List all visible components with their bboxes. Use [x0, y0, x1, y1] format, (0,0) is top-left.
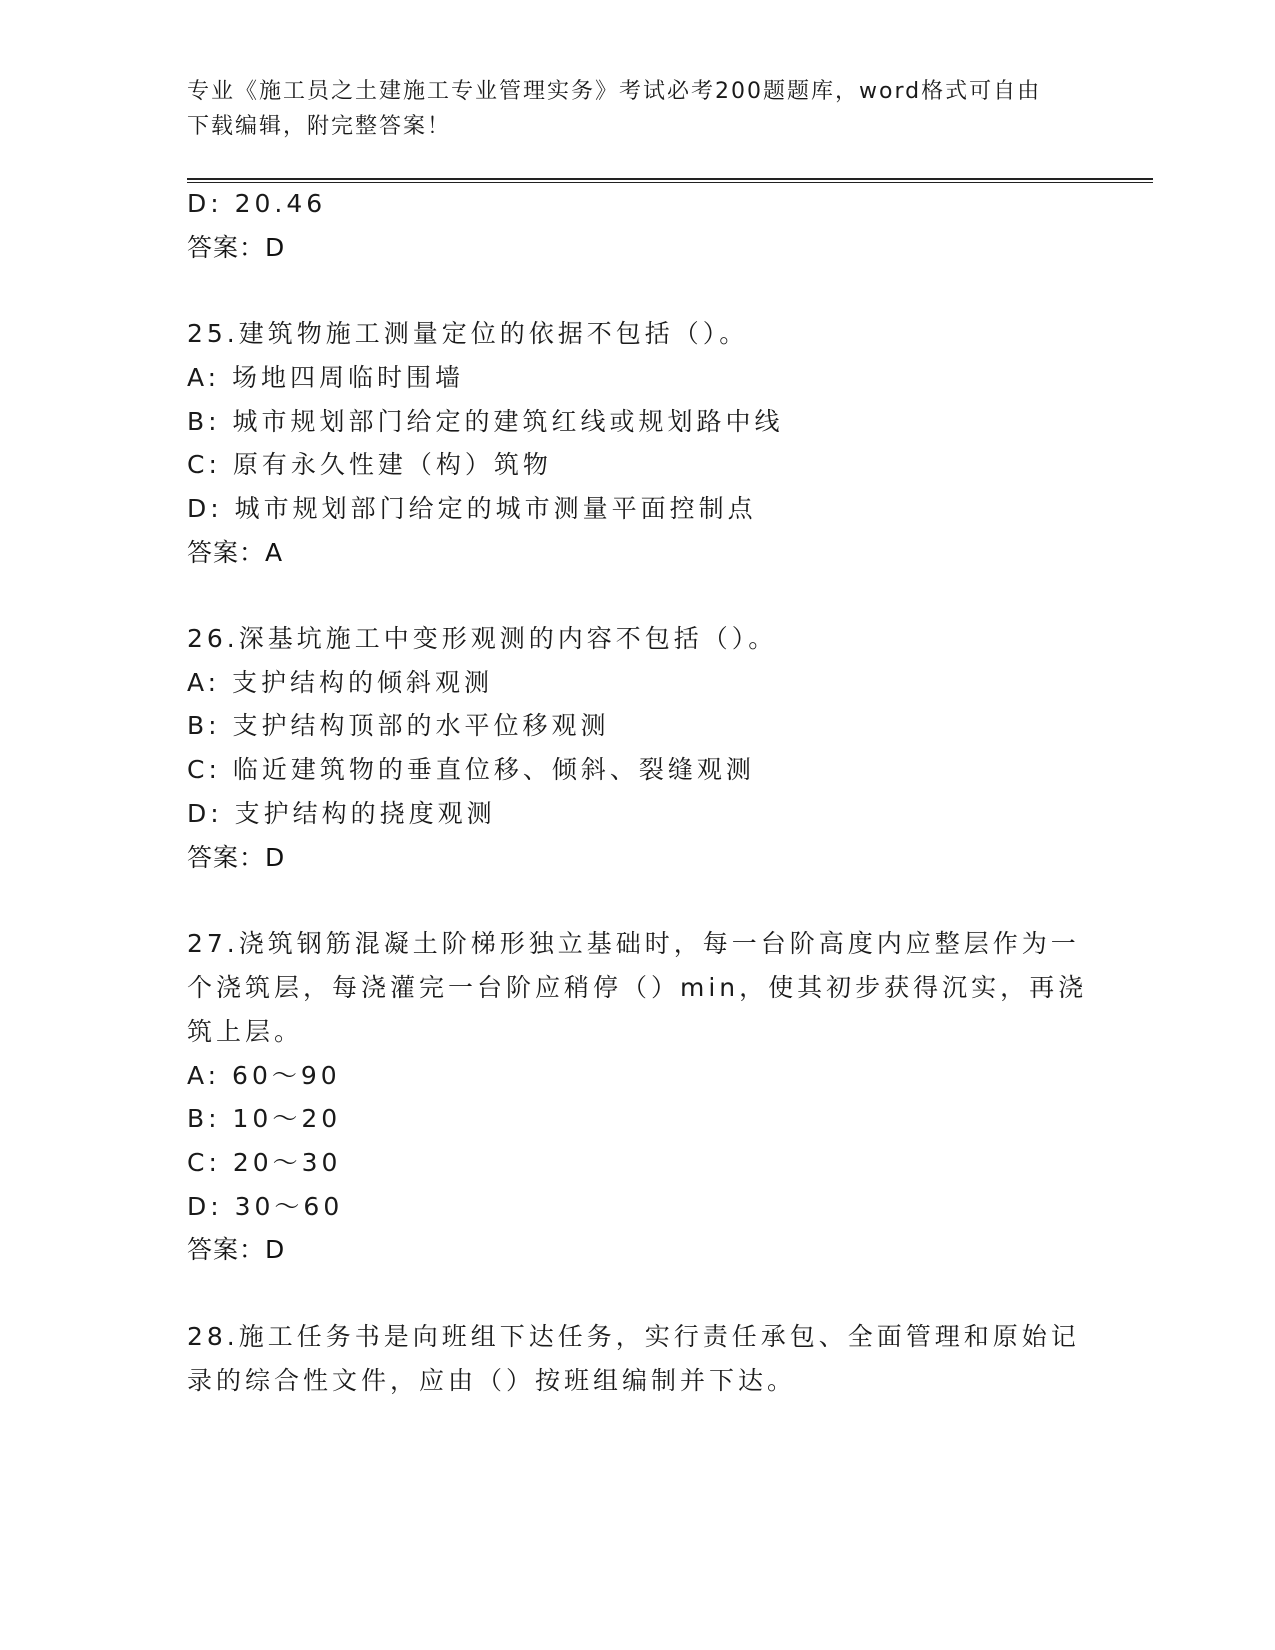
option-c: C: 原有永久性建（构）筑物: [187, 450, 552, 479]
option-a: A: 场地四周临时围墙: [187, 363, 465, 392]
option-c: C: 20～30: [187, 1148, 342, 1177]
question-stem-line-3: 筑上层。: [187, 1017, 304, 1046]
header-text: [187, 74, 1067, 144]
option-b: B: 支护结构顶部的水平位移观测: [187, 711, 610, 740]
option-d: D: 城市规划部门给定的城市测量平面控制点: [187, 494, 757, 523]
option-d: D: 30～60: [187, 1192, 344, 1221]
option-b: B: 10～20: [187, 1104, 342, 1133]
question-stem-line-2: 录的综合性文件，应由（）按班组编制并下达。: [187, 1366, 797, 1395]
question-stem-line-1: 28.施工任务书是向班组下达任务，实行责任承包、全面管理和原始记: [187, 1322, 1080, 1351]
header-divider-thick: [187, 178, 1153, 180]
answer-label: 答案：D: [187, 1235, 286, 1264]
option-b: B: 城市规划部门给定的建筑红线或规划路中线: [187, 407, 784, 436]
option-a: A: 60～90: [187, 1061, 341, 1090]
option-d: D: 20.46: [187, 189, 327, 218]
header-line-2: 下载编辑，附完整答案！: [187, 114, 452, 139]
question-stem-line-1: 27.浇筑钢筋混凝土阶梯形独立基础时，每一台阶高度内应整层作为一: [187, 929, 1080, 958]
option-d: D: 支护结构的挠度观测: [187, 799, 496, 828]
question-stem-line-2: 个浇筑层，每浇灌完一台阶应稍停（）min，使其初步获得沉实，再浇: [187, 973, 1088, 1002]
header-line-1: 专业《施工员之土建施工专业管理实务》考试必考200题题库，word格式可自由: [187, 79, 1042, 104]
option-a: A: 支护结构的倾斜观测: [187, 668, 494, 697]
answer-label: 答案：D: [187, 843, 286, 872]
question-stem: 26.深基坑施工中变形观测的内容不包括（）。: [187, 624, 778, 653]
answer-label: 答案：A: [187, 538, 284, 567]
option-c: C: 临近建筑物的垂直位移、倾斜、裂缝观测: [187, 755, 755, 784]
header-divider-thin: [187, 182, 1153, 183]
question-stem: 25.建筑物施工测量定位的依据不包括（）。: [187, 319, 749, 348]
answer-label: 答案：D: [187, 233, 286, 262]
